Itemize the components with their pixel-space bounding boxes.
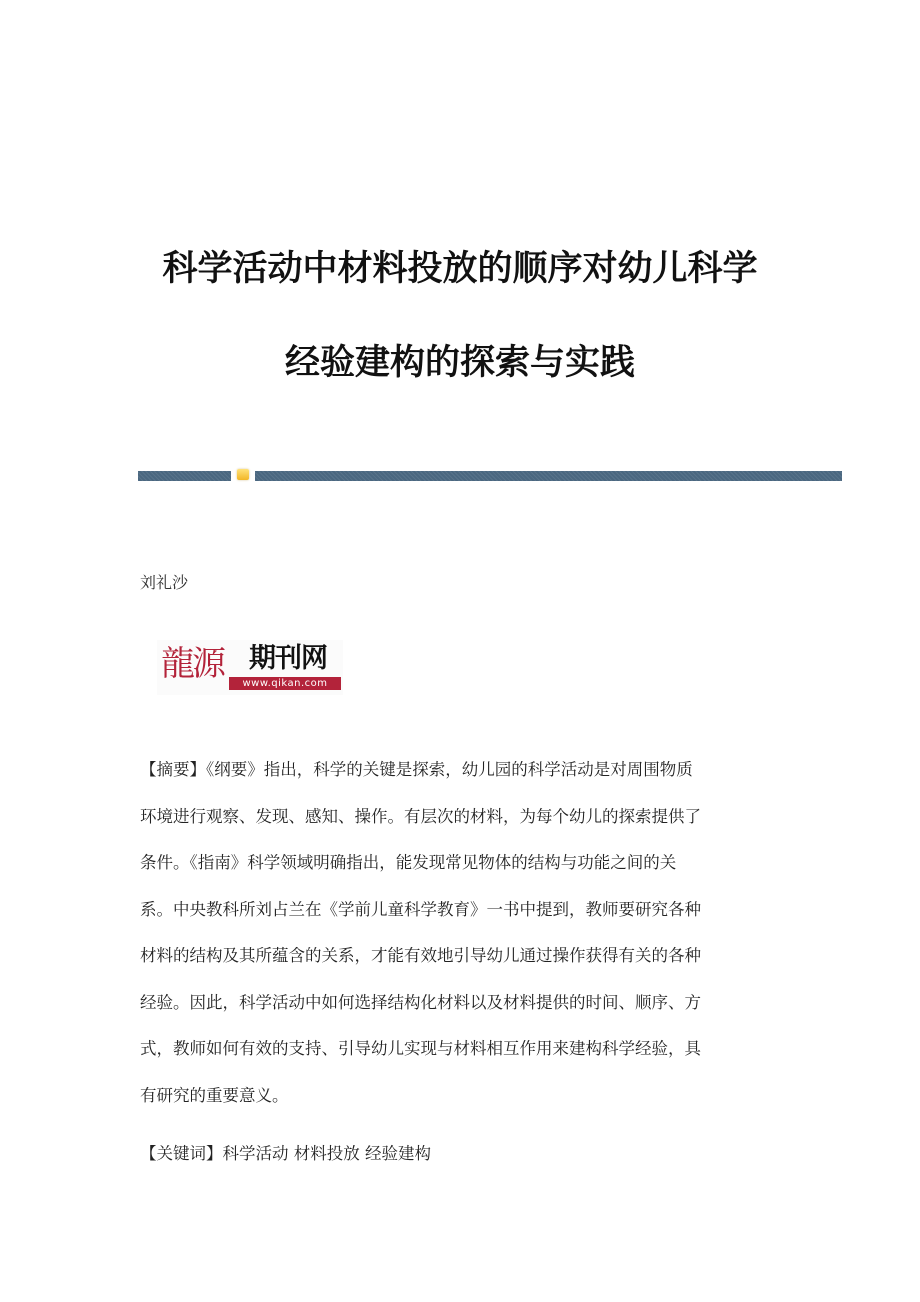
divider-bar-right xyxy=(255,471,842,481)
abstract-line: 【摘要】《纲要》指出，科学的关键是探索，幼儿园的科学活动是对周围物质 xyxy=(140,760,693,779)
document-title-line-1: 科学活动中材料投放的顺序对幼儿科学 xyxy=(162,249,758,290)
abstract-line: 系。中央教科所刘占兰在《学前儿童科学教育》一书中提到，教师要研究各种 xyxy=(140,899,701,919)
document-title-line-2: 经验建构的探索与实践 xyxy=(284,343,635,384)
abstract-line: 条件。《指南》科学领域明确指出，能发现常见物体的结构与功能之间的关 xyxy=(140,853,677,872)
author-name: 刘礼沙 xyxy=(140,573,189,592)
abstract-line: 环境进行观察、发现、感知、操作。有层次的材料，为每个幼儿的探索提供了 xyxy=(140,806,701,826)
qikan-logo[interactable] xyxy=(157,640,343,695)
divider-emblem-icon xyxy=(237,469,249,480)
longyuan-logo-mark: 龍源 xyxy=(161,644,223,684)
divider-bar-left xyxy=(138,471,231,481)
abstract-line: 经验。因此，科学活动中如何选择结构化材料以及材料提供的时间、顺序、方 xyxy=(140,992,701,1012)
abstract xyxy=(140,747,780,1119)
keywords-label: 【关键词】 xyxy=(140,1144,223,1163)
title-divider xyxy=(138,471,842,481)
logo-url: www.qikan.com xyxy=(229,677,341,690)
abstract-line: 有研究的重要意义。 xyxy=(140,1085,289,1105)
keywords-list: 科学活动 材料投放 经验建构 xyxy=(222,1144,431,1163)
logo-brand-text: 期刊网 xyxy=(249,643,327,674)
abstract-line: 式，教师如何有效的支持、引导幼儿实现与材料相互作用来建构科学经验，具 xyxy=(140,1039,701,1058)
abstract-line: 材料的结构及其所蕴含的关系，才能有效地引导幼儿通过操作获得有关的各种 xyxy=(140,946,701,965)
keywords xyxy=(140,1140,431,1164)
